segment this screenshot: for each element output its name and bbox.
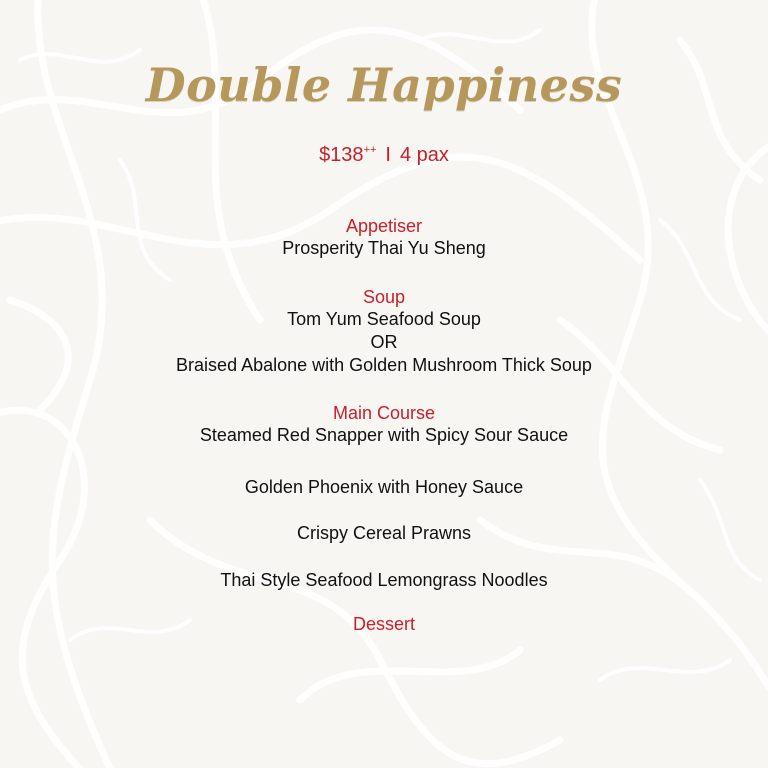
section-soup (0, 286, 768, 377)
dish-item: Crispy Cereal Prawns (296, 523, 472, 543)
dish-or: OR (370, 332, 398, 352)
price-separator: I (385, 144, 391, 166)
menu-title: Double Happiness (145, 58, 623, 112)
section-appetiser (0, 215, 768, 260)
section-main-course (0, 402, 768, 447)
price-line (0, 144, 768, 167)
section-dessert (0, 613, 768, 635)
dish-item: Golden Phoenix with Honey Sauce (244, 477, 524, 497)
dish-item: Steamed Red Snapper with Spicy Sour Sauce (199, 425, 569, 445)
dish-item: Braised Abalone with Golden Mushroom Thick Soup (176, 355, 592, 375)
section-main-course-item-3 (0, 522, 768, 545)
section-heading: Main Course (332, 403, 436, 423)
section-heading: Dessert (352, 614, 415, 634)
section-main-course-item-4 (0, 569, 768, 592)
section-heading: Appetiser (345, 216, 423, 236)
price: $138 (319, 144, 364, 166)
pax: 4 pax (399, 144, 449, 166)
section-main-course-item-2 (0, 476, 768, 499)
dish-item: Prosperity Thai Yu Sheng (282, 238, 486, 258)
price-suffix: ++ (363, 144, 377, 156)
section-heading: Soup (362, 287, 406, 307)
dish-item: Thai Style Seafood Lemongrass Noodles (220, 570, 548, 590)
dish-item: Tom Yum Seafood Soup (287, 309, 481, 329)
